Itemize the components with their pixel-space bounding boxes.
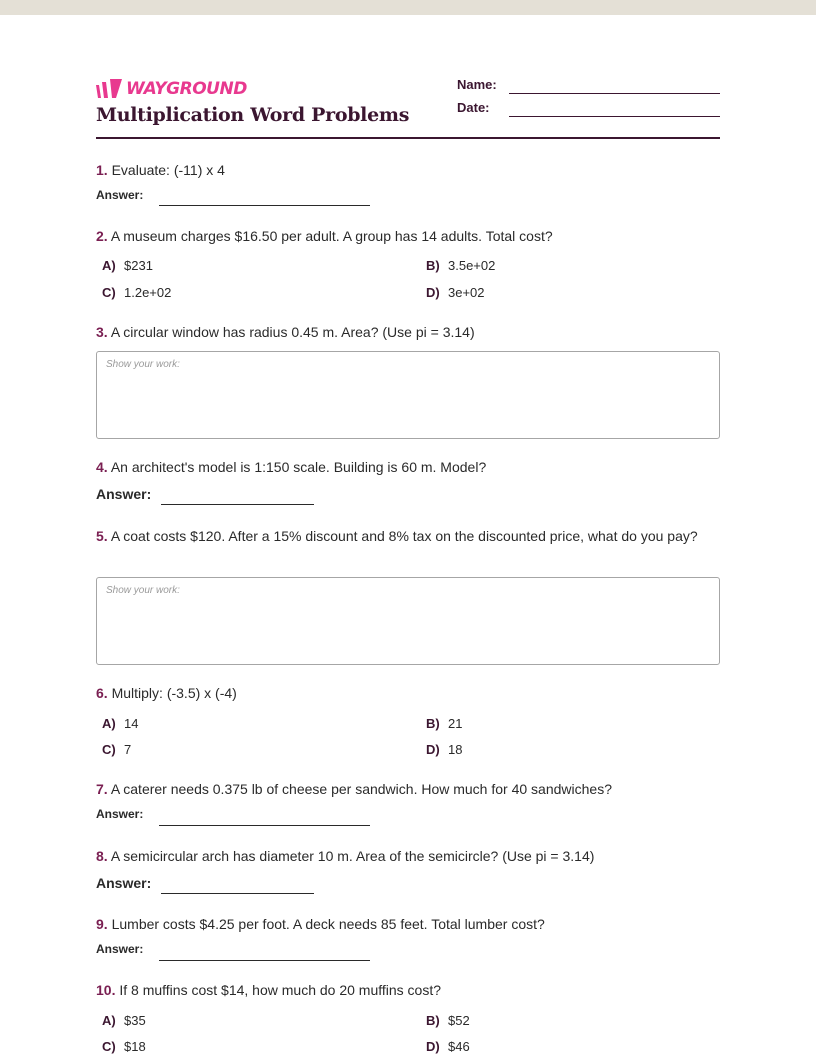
option-2b[interactable] (426, 257, 495, 275)
question-5 (96, 525, 720, 547)
work-area-5[interactable] (96, 577, 720, 665)
date-field[interactable] (509, 116, 720, 117)
answer-row-1 (96, 188, 143, 208)
option-letter: A) (102, 716, 116, 731)
question-2 (96, 225, 720, 247)
option-letter: C) (102, 1039, 116, 1054)
option-10c[interactable] (102, 1038, 146, 1056)
work-label: Show your work: (106, 585, 180, 596)
option-6d[interactable] (426, 741, 462, 759)
option-text: $231 (124, 258, 153, 273)
wayground-logo-icon (96, 79, 123, 99)
answer-label: Answer: (96, 188, 144, 202)
question-10 (96, 979, 720, 1001)
question-9 (96, 913, 720, 935)
option-letter: B) (426, 258, 440, 273)
question-number: 9. (96, 916, 108, 932)
date-label: Date: (457, 100, 490, 115)
question-number: 3. (96, 324, 108, 340)
option-letter: D) (426, 285, 440, 300)
question-text: If 8 muffins cost $14, how much do 20 muffins cost? (119, 982, 442, 998)
option-10d[interactable] (426, 1038, 470, 1056)
question-7 (96, 778, 720, 800)
question-text: Multiply: (-3.5) x (-4) (111, 685, 237, 701)
option-text: $35 (124, 1013, 146, 1028)
answer-label: Answer: (96, 807, 144, 821)
brand-logo (96, 79, 247, 99)
question-text: A coat costs $120. After a 15% discount and 8% tax on the discounted price, what do you pay? (110, 528, 698, 544)
option-letter: B) (426, 716, 440, 731)
answer-field-1[interactable] (159, 205, 370, 206)
option-text: 3e+02 (448, 285, 485, 300)
answer-row-4 (96, 486, 151, 506)
question-text: Evaluate: (-11) x 4 (111, 162, 225, 178)
name-label: Name: (457, 77, 497, 92)
question-text: A caterer needs 0.375 lb of cheese per sandwich. How much for 40 sandwiches? (110, 781, 612, 797)
option-text: 3.5e+02 (448, 258, 496, 273)
question-8 (96, 845, 720, 867)
option-2c[interactable] (102, 284, 171, 302)
option-text: $46 (448, 1039, 470, 1054)
question-number: 2. (96, 228, 108, 244)
option-6c[interactable] (102, 741, 131, 759)
answer-label: Answer: (96, 875, 152, 891)
answer-label: Answer: (96, 486, 152, 502)
option-letter: D) (426, 742, 440, 757)
question-1 (96, 159, 720, 181)
option-letter: A) (102, 1013, 116, 1028)
question-text: Lumber costs $4.25 per foot. A deck needs 85 feet. Total lumber cost? (111, 916, 545, 932)
name-row (457, 77, 720, 97)
question-number: 1. (96, 162, 108, 178)
answer-row-7 (96, 807, 143, 827)
option-2d[interactable] (426, 284, 485, 302)
question-number: 6. (96, 685, 108, 701)
question-text: An architect's model is 1:150 scale. Building is 60 m. Model? (110, 459, 487, 475)
option-10a[interactable] (102, 1012, 146, 1030)
option-2a[interactable] (102, 257, 153, 275)
question-number: 7. (96, 781, 108, 797)
question-text: A circular window has radius 0.45 m. Area? (Use pi = 3.14) (110, 324, 475, 340)
option-letter: C) (102, 742, 116, 757)
option-letter: A) (102, 258, 116, 273)
question-text: A semicircular arch has diameter 10 m. Area of the semicircle? (Use pi = 3.14) (110, 848, 595, 864)
option-6a[interactable] (102, 715, 138, 733)
question-3 (96, 321, 720, 343)
answer-row-8 (96, 875, 151, 895)
option-text: $52 (448, 1013, 470, 1028)
logo-text: WAYGROUND (126, 79, 247, 99)
date-row (457, 100, 720, 120)
option-letter: C) (102, 285, 116, 300)
option-text: 14 (124, 716, 139, 731)
option-text: 7 (124, 742, 132, 757)
answer-label: Answer: (96, 942, 144, 956)
answer-field-9[interactable] (159, 960, 370, 961)
option-10b[interactable] (426, 1012, 470, 1030)
option-text: $18 (124, 1039, 146, 1054)
answer-field-4[interactable] (161, 504, 314, 505)
option-6b[interactable] (426, 715, 462, 733)
question-number: 5. (96, 528, 108, 544)
work-label: Show your work: (106, 359, 180, 370)
question-number: 4. (96, 459, 108, 475)
question-4 (96, 456, 720, 478)
name-field[interactable] (509, 93, 720, 94)
option-text: 18 (448, 742, 463, 757)
question-text: A museum charges $16.50 per adult. A group has 14 adults. Total cost? (110, 228, 553, 244)
question-number: 10. (96, 982, 116, 998)
top-bar (0, 0, 816, 15)
question-number: 8. (96, 848, 108, 864)
option-letter: B) (426, 1013, 440, 1028)
answer-row-9 (96, 942, 143, 962)
answer-field-7[interactable] (159, 825, 370, 826)
option-letter: D) (426, 1039, 440, 1054)
option-text: 1.2e+02 (124, 285, 172, 300)
header-divider (96, 137, 720, 139)
question-6 (96, 682, 720, 704)
answer-field-8[interactable] (161, 893, 314, 894)
work-area-3[interactable] (96, 351, 720, 439)
page-title: Multiplication Word Problems (96, 104, 410, 126)
option-text: 21 (448, 716, 463, 731)
